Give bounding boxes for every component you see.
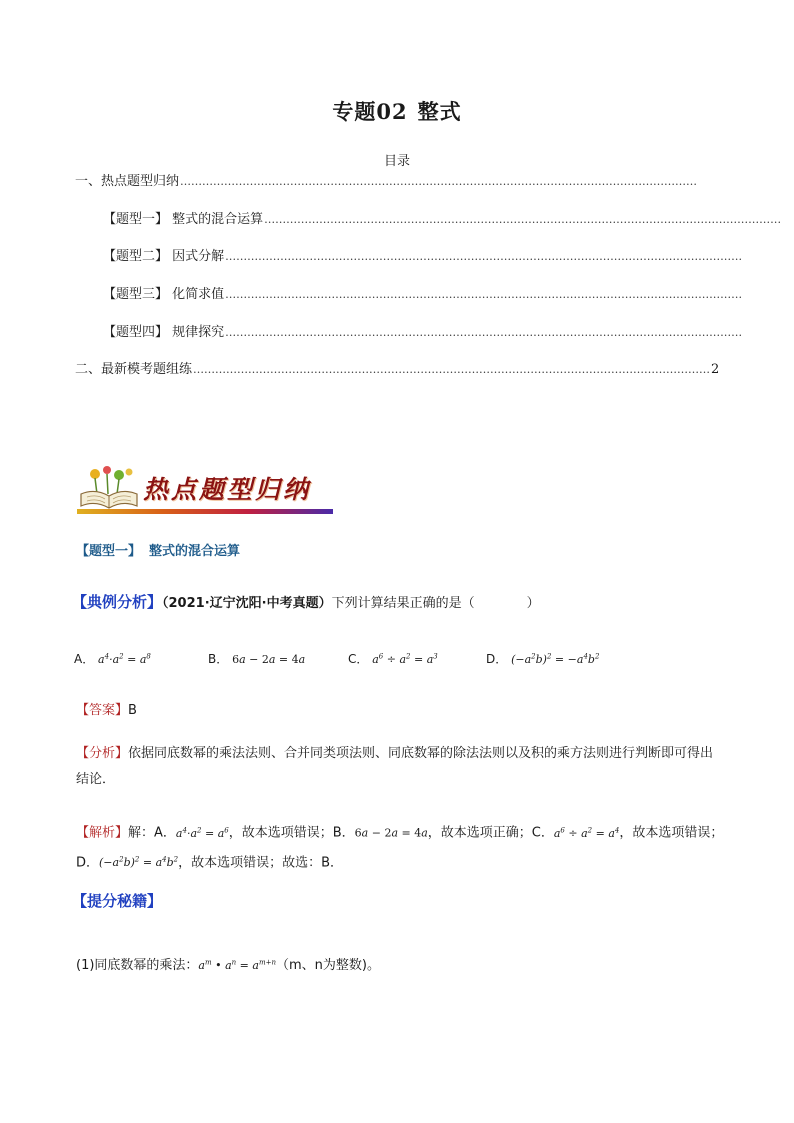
rule-line bbox=[76, 954, 380, 973]
page-title bbox=[0, 96, 794, 126]
title-part-a: 专题02 bbox=[332, 99, 408, 124]
toc-page-number: 2 bbox=[711, 362, 720, 377]
section-banner bbox=[77, 464, 333, 516]
toc-label: 二、最新模考题组练 bbox=[75, 362, 193, 377]
toc-item-topic-3[interactable] bbox=[103, 286, 743, 304]
option-b[interactable]: B． 6a − 2a = 4a bbox=[208, 652, 306, 666]
option-d[interactable]: D． $(-a^2b)^2 = -a^4b^2$ bbox=[486, 652, 600, 666]
toc-item-topic-2[interactable] bbox=[103, 248, 743, 266]
toc-item-topic-4[interactable] bbox=[103, 324, 743, 342]
rule-tail: （m、n为整数)。 bbox=[275, 958, 380, 973]
toc-leader: …………………………………………………………………………………………………………………………… bbox=[225, 326, 743, 339]
topic-bracket: 【题型一】 bbox=[76, 544, 142, 559]
open-book-icon bbox=[77, 464, 141, 510]
banner-title: 热点题型归纳 bbox=[143, 475, 312, 504]
banner-underline bbox=[77, 509, 333, 514]
answer-line bbox=[76, 698, 137, 724]
rule-formula: $a^m$ • $a^n = a^{m+n}$ bbox=[198, 958, 276, 972]
analysis-paragraph bbox=[76, 741, 726, 793]
example-question: 下列计算结果正确的是（ ） bbox=[331, 596, 540, 611]
solution-formula-d: $(-a^2b)^2 = a^4b^2$ bbox=[99, 855, 179, 870]
analysis-tag: 【分析】 bbox=[76, 746, 129, 761]
toc-label: 【题型三】 化简求值 bbox=[103, 287, 225, 302]
solution-tag: 【解析】 bbox=[76, 825, 129, 841]
option-d-formula: $(-a^2b)^2 = -a^4b^2$ bbox=[511, 652, 600, 666]
topic-heading bbox=[76, 540, 240, 559]
toc-leader: …………………………………………………………………………………………………………………………… bbox=[193, 363, 711, 376]
rule-lead: (1)同底数幂的乘法： bbox=[76, 958, 199, 973]
toc-label: 【题型二】 因式分解 bbox=[103, 249, 225, 264]
answer-tag: 【答案】 bbox=[76, 703, 129, 718]
solution-paragraph: 【解析】解：A．$a^4\cdot a^2 = a^6$，故本选项错误；B．6a − 2a = 4a，故本选项正确；C．$a^6 \div a^2 = a^4$，故本选项错误；D．$(-a^2b)^2 = a^4b^2$，故本选项错误；故选：B． bbox=[76, 825, 724, 871]
answer-value: B bbox=[128, 703, 137, 718]
toc-item-section-1[interactable] bbox=[75, 173, 715, 191]
topic-name: 整式的混合运算 bbox=[149, 544, 241, 559]
title-part-b: 整式 bbox=[417, 99, 462, 124]
option-b-formula: 6a − 2a = 4a bbox=[232, 653, 306, 666]
toc-item-topic-1[interactable] bbox=[103, 211, 782, 229]
tips-heading: 【提分秘籍】 bbox=[72, 892, 163, 910]
toc-leader: …………………………………………………………………………………………………………………………… bbox=[225, 250, 743, 263]
option-c[interactable]: C． $a^6 \div a^2 = a^3$ bbox=[348, 652, 438, 666]
option-a[interactable]: A． $a^4\cdot a^2 = a^8$ bbox=[74, 652, 151, 666]
toc-leader: …………………………………………………………………………………………………………………………… bbox=[264, 213, 782, 226]
toc-label: 【题型一】 整式的混合运算 bbox=[103, 212, 264, 227]
example-label: 【典例分析】 bbox=[72, 593, 163, 611]
solution-formula-b: 6a − 2a = 4a bbox=[354, 826, 428, 840]
example-block bbox=[72, 591, 540, 612]
toc-heading: 目录 bbox=[383, 154, 410, 169]
solution-formula-a: $a^4\cdot a^2 = a^6$ bbox=[175, 826, 229, 840]
toc-leader: …………………………………………………………………………………………………………………………… bbox=[225, 288, 743, 301]
solution-formula-c: $a^6 \div a^2 = a^4$ bbox=[553, 826, 620, 840]
toc-item-section-2[interactable] bbox=[75, 361, 720, 379]
option-a-formula: $a^4\cdot a^2 = a^8$ bbox=[98, 652, 151, 666]
toc-leader: …………………………………………………………………………………………………………………………… bbox=[180, 175, 698, 188]
analysis-text: 依据同底数幂的乘法法则、合并同类项法则、同底数幂的除法法则以及积的乘方法则进行判断即可得出结论． bbox=[76, 746, 714, 787]
example-source: （2021·辽宁沈阳·中考真题） bbox=[162, 596, 332, 611]
toc-label: 一、热点题型归纳 bbox=[75, 174, 180, 189]
option-c-formula: $a^6 \div a^2 = a^3$ bbox=[372, 652, 438, 666]
toc-label: 【题型四】 规律探究 bbox=[103, 325, 225, 340]
